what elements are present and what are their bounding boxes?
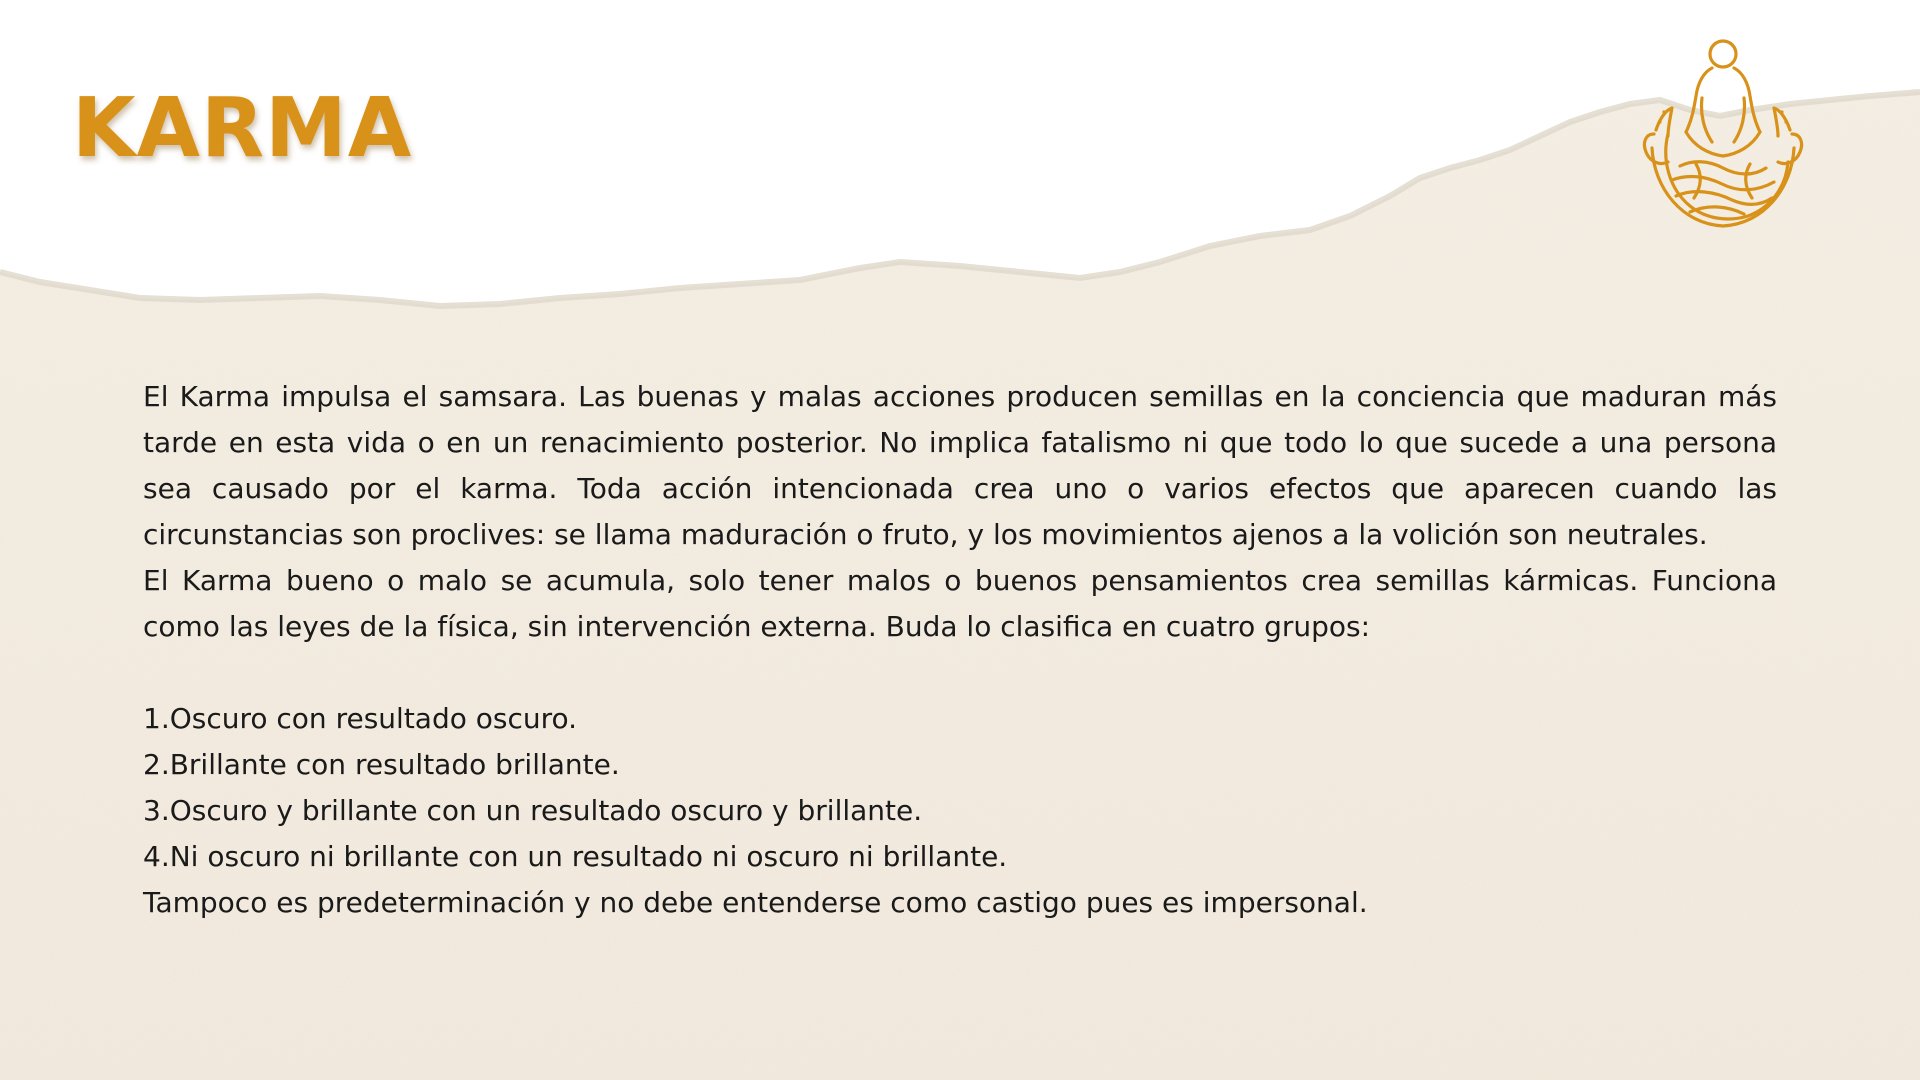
meditating-person-lotus-icon <box>1632 38 1814 234</box>
spacer <box>143 650 1777 696</box>
list-item-3: 3.Oscuro y brillante con un resultado oscuro y brillante. <box>143 794 923 827</box>
slide-title: KARMA <box>72 81 413 176</box>
list-item-2: 2.Brillante con resultado brillante. <box>143 748 620 781</box>
body-content <box>143 374 1777 926</box>
paragraph-1: El Karma impulsa el samsara. Las buenas y malas acciones producen semillas en la conciencia que maduran más tarde en esta vida o en un renacimiento posterior. No implica fatalismo ni que todo lo que sucede a una persona sea causado por el karma. Toda acción intencionada crea uno o varios efectos que aparecen cuando las circunstancias son proclives: se llama maduración o fruto, y los movimientos ajenos a la volición son neutrales. <box>143 380 1777 551</box>
list-item-4: 4.Ni oscuro ni brillante con un resultado ni oscuro ni brillante. <box>143 840 1008 873</box>
list-item-1: 1.Oscuro con resultado oscuro. <box>143 702 578 735</box>
paragraph-2: El Karma bueno o malo se acumula, solo tener malos o buenos pensamientos crea semillas kármicas. Funciona como las leyes de la física, sin intervención externa. Buda lo clasifica en cuatro grupos: <box>143 564 1777 643</box>
closing-statement: Tampoco es predeterminación y no debe entenderse como castigo pues es impersonal. <box>143 886 1368 919</box>
